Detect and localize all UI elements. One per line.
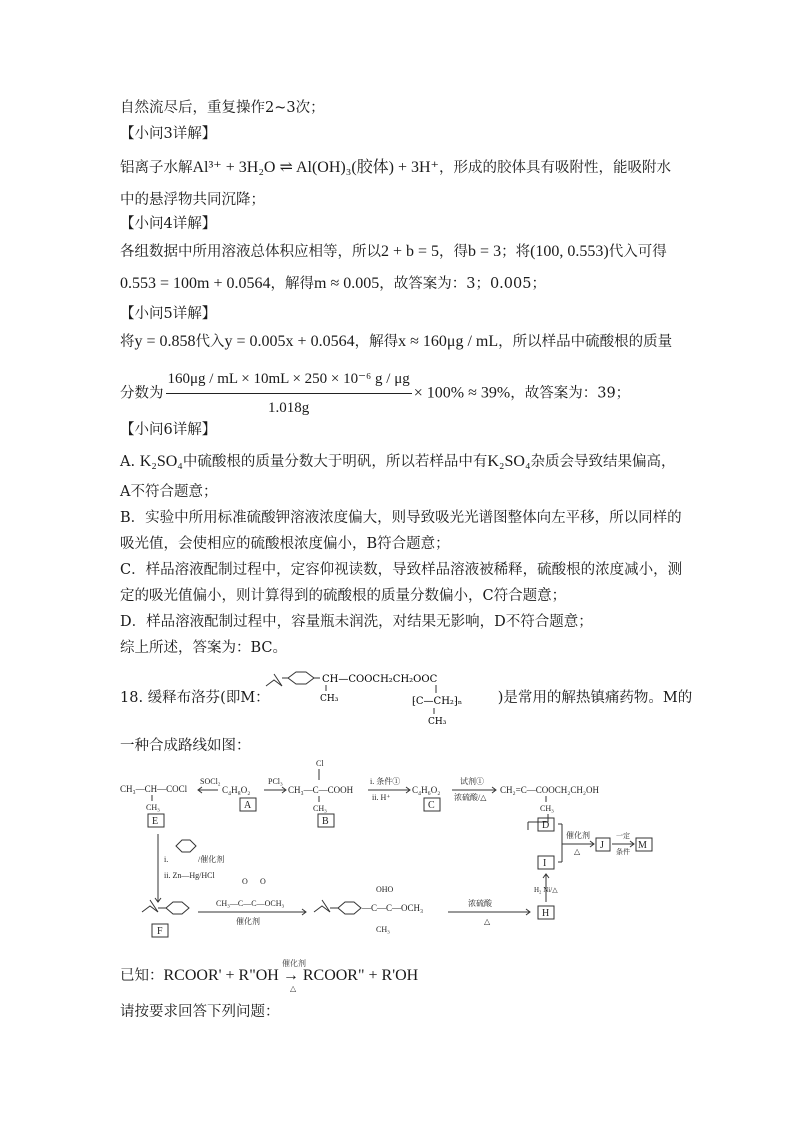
text: ，所以样品中硫酸根的质量	[498, 334, 673, 350]
heat: △	[574, 847, 581, 856]
condition-m-2: 条件	[616, 848, 630, 856]
text: 分数为	[120, 385, 164, 402]
option-d: D．样品溶液配制过程中，容量瓶未润洗，对结果无影响，D不符合题意；	[120, 614, 593, 630]
q5-line1	[120, 332, 672, 352]
mass-fraction	[166, 366, 412, 421]
text: 铝离子水解	[120, 160, 193, 176]
text: ，得	[439, 244, 469, 260]
condition-2: ii. H⁺	[372, 793, 391, 802]
friedel-crafts-step-2: ii. Zn—Hg/HCl	[164, 871, 215, 880]
paragraph: A不符合题意；	[120, 484, 218, 500]
text: 已知：	[120, 968, 164, 984]
m-fragment: CH₃	[320, 694, 339, 704]
paragraph: 自然流尽后，重复操作2~3次；	[120, 100, 325, 116]
section-heading-3: 【小问3详解】	[120, 126, 217, 142]
text: 18. 缓释布洛芬(即M：	[120, 690, 270, 706]
equation: b = 3	[468, 243, 502, 260]
equation: x ≈ 160μg / mL	[398, 333, 499, 350]
equation: × 100% ≈ 39%	[413, 384, 511, 402]
text: ；将	[501, 244, 531, 260]
equation: 0.553 = 100m + 0.0564	[120, 275, 271, 292]
text: 将	[120, 334, 135, 350]
known-reaction	[120, 966, 418, 986]
compound-e-formula: CH₃—CH—COCl	[120, 784, 188, 794]
m-fragment: CH—COOCH₂CH₂OOC	[322, 674, 438, 685]
catalyst: 催化剂	[566, 831, 590, 840]
catalyst-label: 催化剂	[236, 917, 260, 926]
g-methyl: CH₃	[376, 925, 390, 934]
compound-a-formula: C₄H₈O₂	[222, 785, 251, 795]
reagent-h2so4: 浓硫酸	[468, 899, 492, 908]
label-d: D	[542, 820, 550, 831]
known-condition: △	[290, 984, 297, 993]
label-j: J	[600, 840, 604, 851]
text: )是常用的解热镇痛药物。M的	[497, 690, 693, 706]
known-equation: RCOOR' + R"OH → RCOOR" + R'OH	[163, 967, 419, 984]
compound-e-methyl: CH₃	[146, 803, 160, 812]
reagent-socl2: SOCl₂	[200, 777, 221, 786]
heat: △	[484, 917, 491, 926]
text: ，解得	[354, 334, 399, 350]
text: ，解得	[270, 276, 314, 292]
compound-c-formula: C₄H₆O₂	[412, 785, 441, 795]
paragraph: 一种合成路线如图：	[120, 738, 251, 754]
text: ，故答案为：3；0.005；	[379, 276, 546, 292]
paragraph: 请按要求回答下列问题：	[120, 1004, 280, 1020]
benzene-icon	[176, 840, 196, 852]
condition-m-1: 一定	[616, 832, 630, 840]
label-c: C	[428, 800, 435, 811]
label-m: M	[638, 840, 647, 851]
product-formula: CH₂=C—COOCH₂CH₂OH	[500, 785, 599, 795]
compound-b-chlorine: Cl	[316, 759, 324, 768]
equation: y = 0.005x + 0.0564	[224, 333, 355, 350]
text: A.	[120, 454, 136, 470]
condition-1: i. 条件①	[370, 777, 401, 786]
benzene-ring	[338, 902, 361, 914]
reagent-pcl3: PCl₃	[268, 777, 283, 786]
g-formula: —C—C—OCH₃	[362, 903, 424, 913]
section-heading-5: 【小问5详解】	[120, 306, 217, 322]
m-fragment: CH₃	[428, 717, 447, 727]
keto-oxygen-2: O	[260, 877, 266, 886]
option-c: C．样品溶液配制过程中，定容仰视读数，导致样品溶液被稀释，硫酸根的浓度减小，测	[120, 562, 683, 578]
text: ，形成的胶体具有吸附性，能吸附水	[439, 160, 672, 176]
fraction-denominator: 1.018g	[268, 400, 310, 416]
text: 中硫酸根的质量分数大于明矾，所以若样品中有	[182, 454, 488, 470]
label-f: F	[157, 926, 163, 937]
data-point: (100, 0.553)	[530, 243, 609, 260]
paragraph: 吸光值，会使相应的硫酸根浓度偏小，B符合题意；	[120, 536, 450, 552]
isobutyl-bond	[266, 674, 282, 686]
paragraph: 定的吸光值偏小，则计算得到的硫酸根的质量分数偏小，C符合题意；	[120, 588, 567, 604]
synthesis-route	[118, 752, 658, 962]
label-h: H	[542, 908, 550, 919]
q4-line1	[120, 242, 667, 262]
text: ，故答案为：39；	[510, 385, 631, 402]
label-i: I	[543, 858, 547, 869]
known-catalyst: 催化剂	[282, 959, 306, 968]
compound-b-formula: CH₃—C—COOH	[288, 785, 354, 795]
isobutyl-bond	[314, 900, 330, 912]
reagent-h2-ni: H₂ Ni/△	[534, 886, 558, 894]
benzene-ring	[288, 672, 314, 684]
formula: K₂SO₄	[139, 453, 183, 470]
ketoester-formula: CH₃—C—C—OCH₃	[216, 899, 285, 908]
label-e: E	[152, 816, 159, 827]
friedel-crafts-step-1: i.	[164, 855, 169, 864]
equation: m ≈ 0.005	[314, 275, 380, 292]
equation: y = 0.858	[134, 333, 196, 350]
isobutyl-bond	[142, 900, 158, 912]
paragraph: 中的悬浮物共同沉降；	[120, 192, 265, 208]
hydrolysis-equation: Al³⁺ + 3H₂O ⇌ Al(OH)₃(胶体) + 3H⁺	[192, 159, 440, 176]
catalyst-label: /催化剂	[198, 855, 225, 864]
hydrolysis-line	[120, 158, 671, 178]
keto-oxygen-1: O	[242, 877, 248, 886]
label-b: B	[322, 816, 329, 827]
m-structure	[262, 664, 492, 728]
equation: 2 + b = 5	[381, 243, 440, 260]
product-methyl: CH₃	[540, 804, 554, 813]
reagent-1: 试剂①	[460, 777, 484, 786]
option-a	[120, 452, 676, 472]
text: 各组数据中所用溶液总体积应相等，所以	[120, 244, 381, 260]
text: 代入可得	[608, 244, 667, 260]
text: 代入	[195, 334, 225, 350]
compound-b-methyl: CH₃	[313, 804, 327, 813]
q4-line2	[120, 274, 546, 294]
option-b: B．实验中所用标准硫酸钾溶液浓度偏大，则导致吸光光谱图整体向左平移，所以同样的	[120, 510, 682, 526]
summary: 综上所述，答案为：BC。	[120, 640, 288, 656]
m-fragment: ⁅C—CH₂⁆ₙ	[412, 696, 463, 707]
text: 杂质会导致结果偏高，	[530, 454, 676, 470]
label-a: A	[244, 800, 252, 811]
reagent-h2so4: 浓硫酸/△	[454, 793, 487, 802]
section-heading-4: 【小问4详解】	[120, 216, 217, 232]
benzene-ring	[166, 902, 189, 914]
section-heading-6: 【小问6详解】	[120, 422, 217, 438]
q5-line2	[120, 366, 630, 421]
formula: K₂SO₄	[487, 453, 531, 470]
fraction-numerator: 160μg / mL × 10mL × 250 × 10⁻⁶ g / μg	[166, 366, 412, 394]
g-hydroxyl: OHO	[376, 885, 394, 894]
